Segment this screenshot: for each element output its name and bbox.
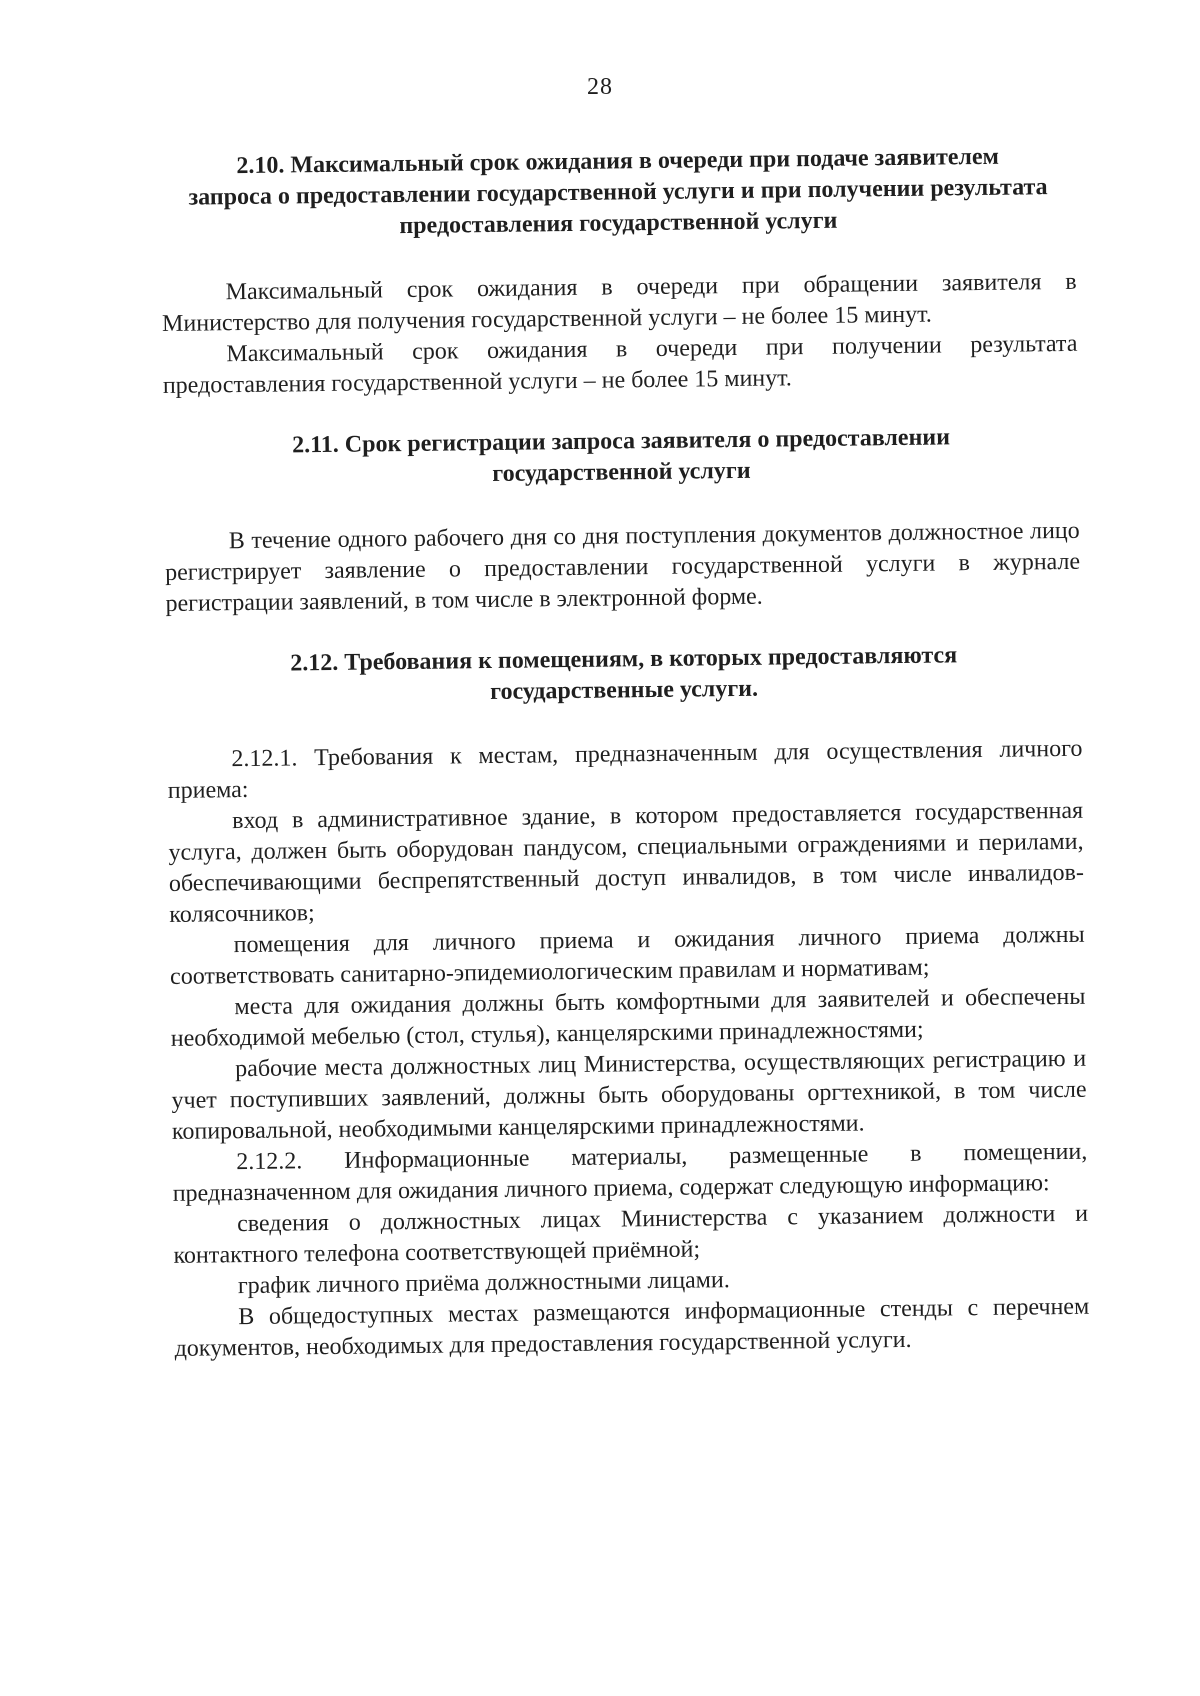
paragraph: Максимальный срок ожидания в очереди при получении результата предоставления государственной услуги – не более 15 минут. (162, 330, 1078, 399)
heading-line: 2.12. Требования к помещениям, в которых предоставляются (290, 642, 958, 677)
paragraph: вход в административное здание, в котором предоставляется государственная услуга, должен быть оборудован пандусом, специальными ограждениями и перилами, обеспечивающими беспрепятственный доступ инвалидов, в том числе инвалидов-колясочников; (168, 797, 1085, 928)
paragraph: места для ожидания должны быть комфортными для заявителей и обеспечены необходимой мебелью (стол, стулья), канцелярскими принадлежностями; (170, 983, 1086, 1052)
heading-line: государственные услуги. (490, 675, 759, 706)
paragraph: помещения для личного приема и ожидания личного приема должны соответствовать санитарно-эпидемиологическим правилам и нормативам; (169, 921, 1085, 990)
paragraph: рабочие места должностных лиц Министерства, осуществляющих регистрацию и учет поступивших заявлений, должны быть оборудованы оргтехникой, в том числе копировальной, необходимыми канцелярскими принадлежностями. (171, 1045, 1087, 1145)
paragraph: Максимальный срок ожидания в очереди при обращении заявителя в Министерство для получения государственной услуги – не более 15 минут. (161, 268, 1077, 337)
heading-line: 2.10. Максимальный срок ожидания в очереди при подаче заявителем (236, 143, 1000, 180)
section-2-10 (160, 141, 1078, 402)
section-2-11 (163, 421, 1080, 620)
heading-line: предоставления государственной услуги (399, 207, 838, 240)
section-heading (163, 421, 1079, 494)
paragraph: сведения о должностных лицах Министерства с указанием должности и контактного телефона соответствующей приёмной; (173, 1200, 1089, 1269)
heading-line: государственной услуги (492, 457, 751, 487)
paragraph: 2.12.2. Информационные материалы, размещенные в помещении, предназначенном для ожидания личного приема, содержат следующую информацию: (172, 1138, 1088, 1207)
paragraph: график личного приёма должностными лицами. (237, 1267, 730, 1300)
document-body (160, 141, 1090, 1395)
heading-line: 2.11. Срок регистрации запроса заявителя о предоставлении (291, 424, 951, 459)
heading-line: запроса о предоставлении государственной услуги и при получении результата (188, 174, 1048, 211)
paragraph: В течение одного рабочего дня со дня поступления документов должностное лицо регистрирует заявление о предоставлении государственной услуги в журнале регистрации заявлений, в том числе в электронной форме. (164, 517, 1081, 617)
page-number: 28 (587, 74, 613, 100)
paragraph: 2.12.1. Требования к местам, предназначенным для осуществления личного приема: (167, 735, 1083, 804)
paragraph: В общедоступных местах размещаются информационные стенды с перечнем документов, необходимых для предоставления государственной услуги. (174, 1293, 1090, 1362)
section-heading (160, 141, 1076, 245)
section-heading (166, 639, 1082, 712)
section-2-12 (166, 639, 1090, 1365)
